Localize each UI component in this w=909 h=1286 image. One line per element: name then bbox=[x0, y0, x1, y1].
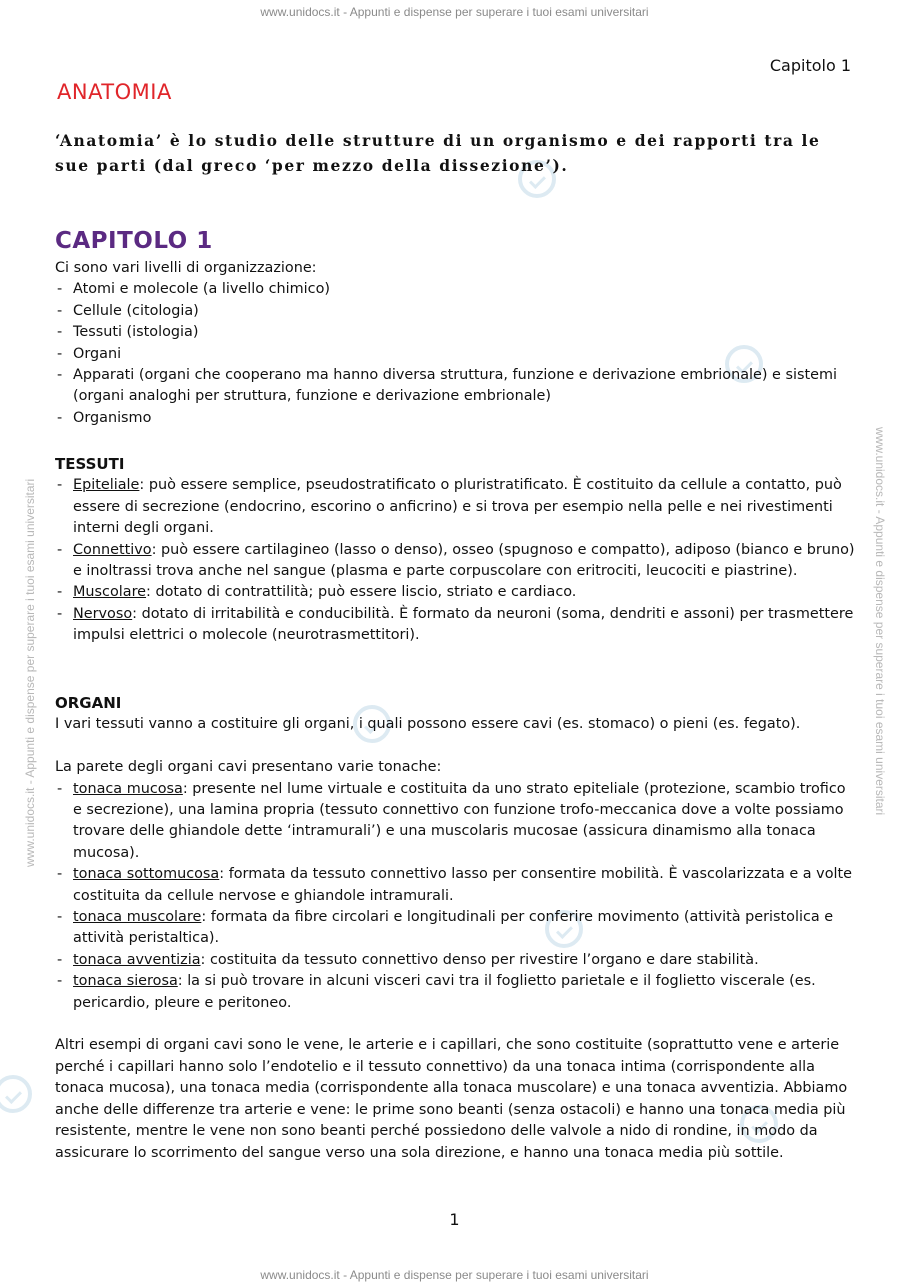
list-item bbox=[55, 475, 855, 539]
levels-list bbox=[55, 279, 855, 429]
organi-heading: ORGANI bbox=[55, 694, 122, 712]
term: tonaca mucosa bbox=[73, 780, 183, 797]
term: Epiteliale bbox=[73, 477, 140, 494]
term-text: : può essere semplice, pseudostratificato o pluristratificato. È costituito da cellule a contatto, può essere di secrezione (endocrino, escorino o anficrino) e si trova per esempio nella pelle e nei rivestimenti interni degli organi. bbox=[73, 477, 842, 537]
term-text: : formata da tessuto connettivo lasso per consentire mobilità. È vascolarizzata e a volte costituita da cellule nervose e ghiandole intramurali. bbox=[73, 866, 852, 904]
term-text: : può essere cartilagineo (lasso o denso), osseo (spugnoso e compatto), adiposo (bianco e bruno) e inoltrassi trova anche nel sangue (plasma e parte corpuscolare con eritrociti, leucociti e piastrine). bbox=[73, 541, 855, 580]
organi-paragraph: I vari tessuti vanno a costituire gli organi, i quali possono essere cavi (es. stomaco) o pieni (es. fegato). bbox=[55, 716, 801, 733]
organi-section bbox=[55, 693, 855, 1164]
term: tonaca avventizia bbox=[73, 951, 201, 968]
term-text: : formata da fibre circolari e longitudinali per conferire movimento (attività peristolica e attività peristaltica). bbox=[73, 909, 834, 947]
term-text: : presente nel lume virtuale e costituita da uno strato epiteliale (protezione, scambio trofico e secrezione), una lamina propria (tessuto connettivo con funzione trofo-meccanica dove a volte possiamo trovare delle ghiandole dette ‘intramurali’) e una muscolaris mucosae (assicura dinamismo alla tonaca mucosa). bbox=[73, 780, 846, 861]
tonache-list bbox=[55, 779, 855, 1014]
term: tonaca sottomucosa bbox=[73, 866, 220, 883]
term-text: : la si può trovare in alcuni visceri cavi tra il foglietto parietale e il foglietto viscerale (es. pericardio, pleure e peritoneo. bbox=[73, 973, 816, 1011]
watermark-bottom: www.unidocs.it - Appunti e dispense per superare i tuoi esami universitari bbox=[260, 1268, 649, 1282]
intro-definition: ‘Anatomia’ è lo studio delle strutture di un organismo e dei rapporti tra le sue parti (dal greco ‘per mezzo della dissezione’). bbox=[55, 131, 821, 175]
tessuti-section bbox=[55, 454, 855, 647]
chapter-title: CAPITOLO 1 bbox=[55, 228, 213, 254]
page-title: ANATOMIA bbox=[57, 80, 172, 104]
term-text: : dotato di contrattilità; può essere liscio, striato e cardiaco. bbox=[146, 584, 577, 601]
organi-paragraph: Altri esempi di organi cavi sono le vene, le arterie e i capillari, che sono costituite (soprattutto vene e arterie perché i capillari hanno solo l’endotelio e il tessuto connettivo) da una tonaca intima (corrispondente alla tonaca mucosa), una tonaca media (corrispondente alla tonaca muscolare) e una tonaca avventizia. Abbiamo anche delle differenze tra arterie e vene: le prime sono beanti (senza ostacoli) e hanno una tonaca media più resistente, mentre le vene non sono beanti perché possiedono delle valvole a nido di rondine, in modo da assicurare lo scorrimento del sangue verso una sola direzione, e hanno una tonaca media più sottile. bbox=[55, 1037, 848, 1161]
list-item bbox=[55, 971, 855, 1014]
list-item bbox=[55, 864, 855, 907]
list-item bbox=[55, 604, 855, 647]
watermark-logo-icon bbox=[0, 1075, 32, 1113]
list-item: - Tessuti (istologia) bbox=[55, 322, 855, 343]
organi-paragraph: La parete degli organi cavi presentano varie tonache: bbox=[55, 759, 442, 776]
term: tonaca sierosa bbox=[73, 973, 178, 990]
list-item: - Atomi e molecole (a livello chimico) bbox=[55, 279, 855, 300]
list-item bbox=[55, 582, 855, 603]
term: Nervoso bbox=[73, 605, 133, 622]
watermark-left: www.unidocs.it - Appunti e dispense per superare i tuoi esami universitari bbox=[23, 478, 37, 867]
term: Connettivo bbox=[73, 541, 152, 558]
list-item bbox=[55, 540, 855, 583]
term-text: : costituita da tessuto connettivo denso per rivestire l’organo e dare stabilità. bbox=[200, 951, 759, 968]
list-item bbox=[55, 779, 855, 865]
watermark-top: www.unidocs.it - Appunti e dispense per superare i tuoi esami universitari bbox=[260, 5, 649, 19]
levels-section bbox=[55, 258, 855, 429]
term-text: : dotato di irritabilità e conducibilità. È formato da neuroni (soma, dendriti e assoni) per trasmettere impulsi elettrici o molecole (neurotrasmettitori). bbox=[73, 605, 854, 644]
list-item: - Organi bbox=[55, 344, 855, 365]
page-number: 1 bbox=[449, 1210, 460, 1229]
watermark-right: www.unidocs.it - Appunti e dispense per superare i tuoi esami universitari bbox=[873, 427, 887, 816]
tessuti-heading: TESSUTI bbox=[55, 455, 125, 473]
levels-lead: Ci sono vari livelli di organizzazione: bbox=[55, 260, 317, 276]
term: tonaca muscolare bbox=[73, 909, 202, 926]
term: Muscolare bbox=[73, 584, 147, 601]
list-item bbox=[55, 907, 855, 950]
list-item bbox=[55, 950, 855, 971]
list-item: - Cellule (citologia) bbox=[55, 301, 855, 322]
chapter-label: Capitolo 1 bbox=[769, 56, 851, 75]
list-item: - Apparati (organi che cooperano ma hanno diversa struttura, funzione e derivazione embrionale) e sistemi (organi analoghi per struttura, funzione e derivazione embrionale) bbox=[55, 365, 855, 408]
list-item: - Organismo bbox=[55, 408, 855, 429]
tessuti-list bbox=[55, 475, 855, 646]
